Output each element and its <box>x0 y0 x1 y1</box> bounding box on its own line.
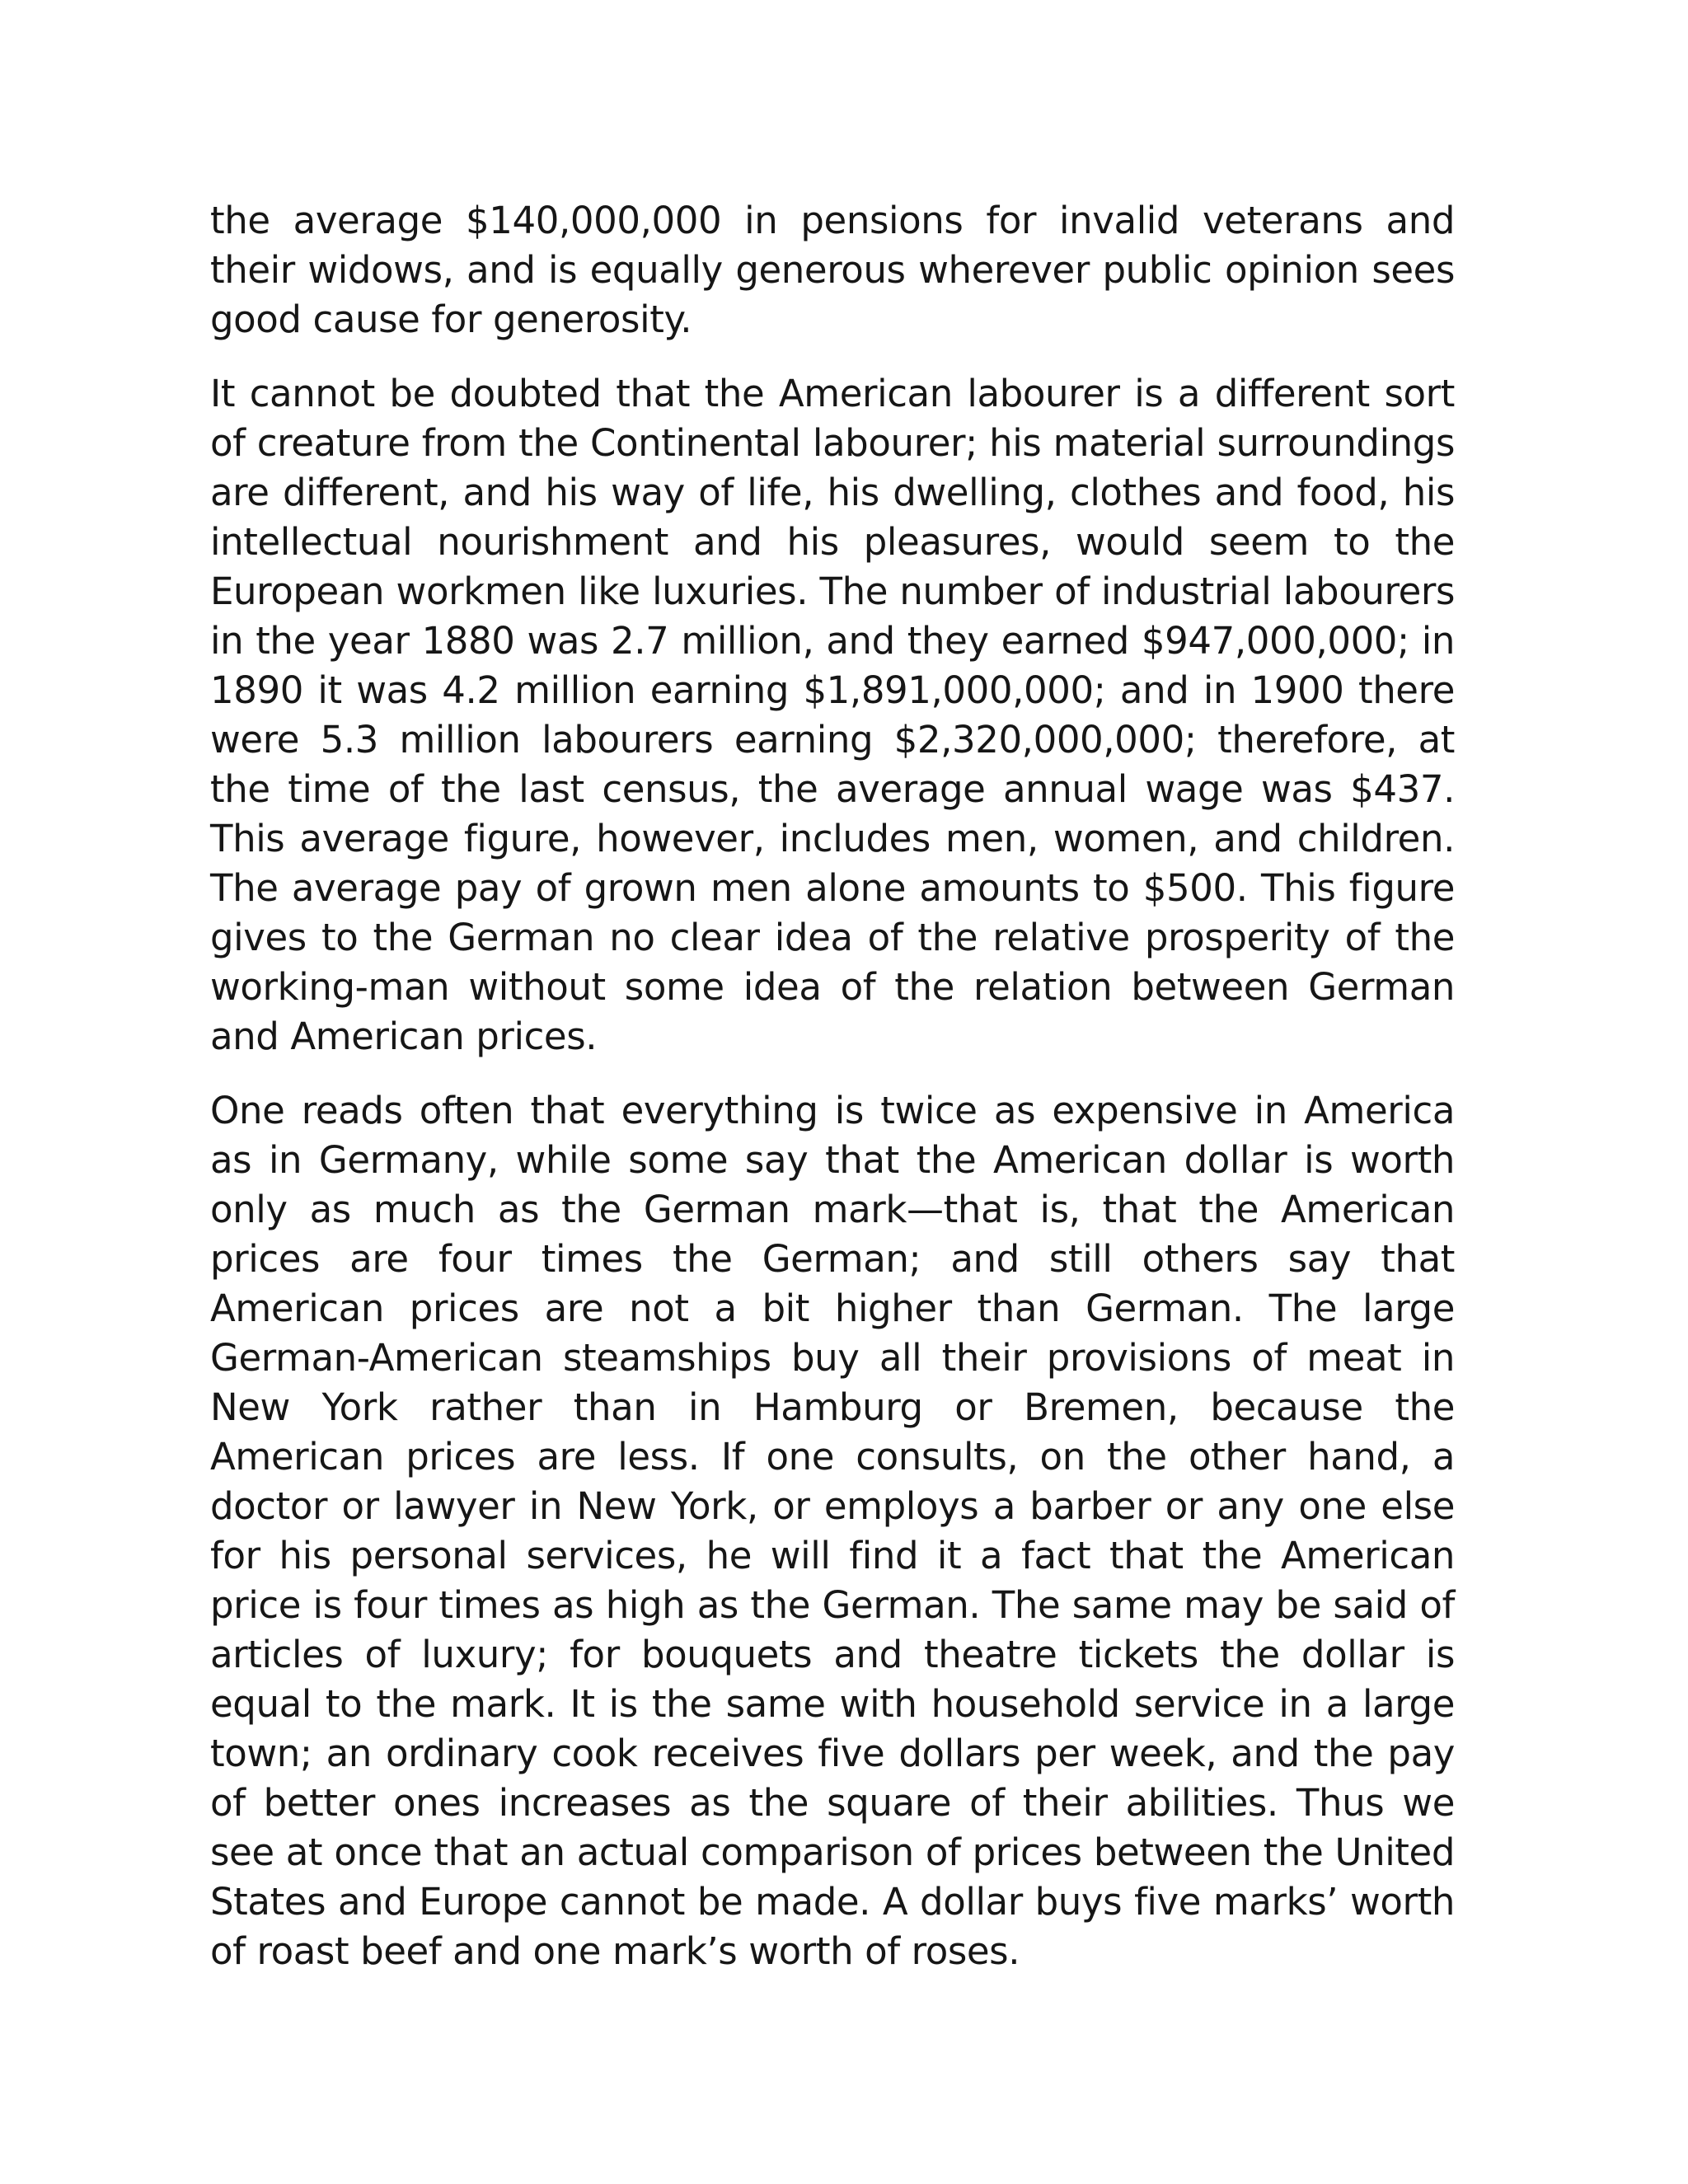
paragraph-prices-comparison: One reads often that everything is twice as expensive in America as in Germany, while some say that the American dollar is worth only as much as the German mark—that is, that the American prices are four times the German; and still others say that American prices are not a bit higher than German. The large German-American steamships buy all their provisions of meat in New York rather than in Hamburg or Bremen, because the American prices are less. If one consults, on the other hand, a doctor or lawyer in New York, or employs a barber or any one else for his personal services, he will find it a fact that the American price is four times as high as the German. The same may be said of articles of luxury; for bouquets and theatre tickets the dollar is equal to the mark. It is the same with household service in a large town; an ordinary cook receives five dollars per week, and the pay of better ones increases as the square of their abilities. Thus we see at once that an actual comparison of prices between the United States and Europe cannot be made. A dollar buys five marks’ worth of roast beef and one mark’s worth of roses. <box>210 1089 1455 1973</box>
document-page <box>210 196 1455 2001</box>
paragraph-continuation: the average $140,000,000 in pensions for invalid veterans and their widows, and is equally generous wherever public opinion sees good cause for generosity. <box>210 199 1455 341</box>
paragraph-american-labourer: It cannot be doubted that the American labourer is a different sort of creature from the Continental labourer; his material surroundings are different, and his way of life, his dwelling, clothes and food, his intellectual nourishment and his pleasures, would seem to the European workmen like luxuries. The number of industrial labourers in the year 1880 was 2.7 million, and they earned $947,000,000; in 1890 it was 4.2 million earning $1,891,000,000; and in 1900 there were 5.3 million labourers earning $2,320,000,000; therefore, at the time of the last census, the average annual wage was $437. This average figure, however, includes men, women, and children. The average pay of grown men alone amounts to $500. This figure gives to the German no clear idea of the relative prosperity of the working-man without some idea of the relation between German and American prices. <box>210 372 1455 1058</box>
